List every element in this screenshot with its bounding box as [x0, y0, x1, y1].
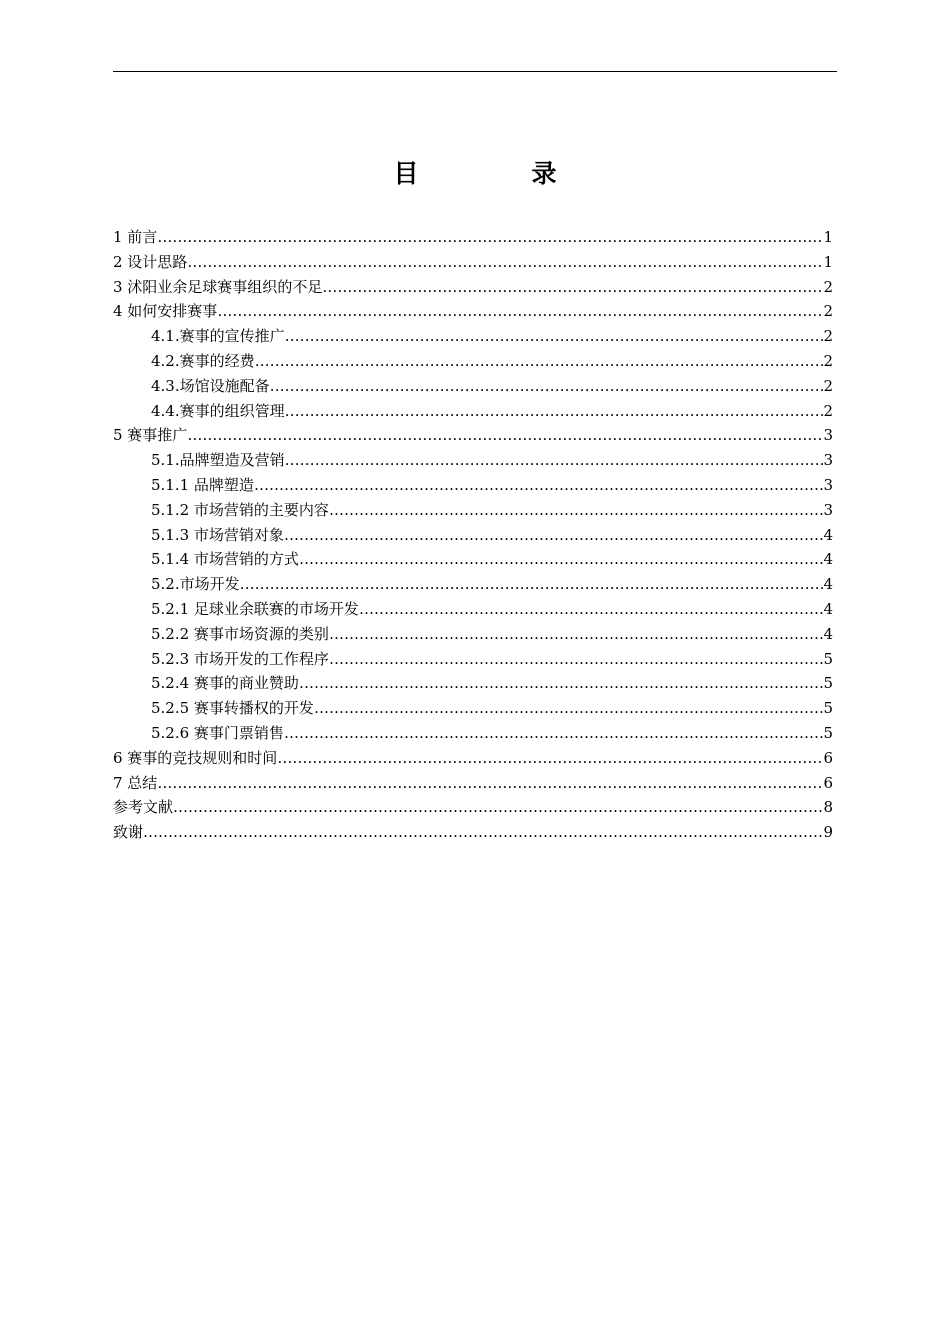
toc-page-number: 8 — [823, 798, 833, 817]
toc-page-number: 2 — [823, 277, 833, 296]
toc-entry-text: 5.1.1 品牌塑造 — [151, 475, 254, 494]
toc-entry-text: 5.2.6 赛事门票销售 — [151, 723, 284, 742]
toc-leader-dots — [285, 448, 824, 473]
toc-page-number: 4 — [823, 525, 833, 544]
toc-leader-dots — [254, 473, 824, 498]
toc-leader-dots — [157, 771, 823, 796]
toc-entry-text: 5.2.1 足球业余联赛的市场开发 — [151, 599, 359, 618]
toc-entry-text: 1 前言 — [113, 228, 158, 246]
toc-entry-text: 4 如何安排赛事 — [113, 302, 218, 321]
toc-entry[interactable] — [113, 647, 833, 672]
toc-entry[interactable] — [113, 795, 833, 820]
toc-page-number: 2 — [823, 376, 833, 395]
toc-entry[interactable] — [113, 275, 833, 300]
toc-leader-dots — [284, 523, 824, 548]
toc-entry-text: 5 赛事推广 — [113, 426, 188, 445]
toc-page-number: 5 — [823, 723, 833, 742]
toc-leader-dots — [285, 399, 824, 424]
toc-leader-dots — [157, 225, 823, 250]
toc-page-number: 4 — [823, 550, 833, 569]
toc-entry[interactable] — [113, 696, 833, 721]
toc-entry-text: 2 设计思路 — [113, 252, 188, 271]
toc-entry-text: 5.2.5 赛事转播权的开发 — [151, 699, 314, 718]
toc-leader-dots — [299, 671, 824, 696]
toc-entry-text: 4.1.赛事的宣传推广 — [151, 327, 285, 346]
toc-leader-dots — [240, 572, 824, 597]
toc-page-number: 3 — [823, 500, 833, 519]
toc-entry[interactable] — [113, 374, 833, 399]
toc-entry[interactable] — [113, 299, 833, 324]
toc-entry[interactable] — [113, 399, 833, 424]
toc-entry-text: 5.1.品牌塑造及营销 — [151, 451, 285, 470]
toc-page-number: 2 — [823, 327, 833, 346]
toc-page-number: 5 — [823, 674, 833, 693]
toc-leader-dots — [270, 374, 824, 399]
toc-entry-text: 4.2.赛事的经费 — [151, 351, 255, 370]
toc-entry[interactable] — [113, 746, 833, 771]
toc-leader-dots — [285, 324, 824, 349]
toc-leader-dots — [284, 721, 824, 746]
toc-leader-dots — [187, 423, 823, 448]
toc-entry-text: 4.4.赛事的组织管理 — [151, 401, 285, 420]
toc-leader-dots — [217, 299, 823, 324]
toc-page-number: 5 — [823, 699, 833, 718]
toc-entry[interactable] — [113, 423, 833, 448]
toc-entry-text: 5.1.4 市场营销的方式 — [151, 550, 299, 569]
toc-page-number: 6 — [823, 748, 833, 767]
toc-entry[interactable] — [113, 448, 833, 473]
toc-entry-text: 5.1.3 市场营销对象 — [151, 525, 284, 544]
toc-page-number: 9 — [823, 823, 833, 842]
toc-entry[interactable] — [113, 473, 833, 498]
toc-page-number: 3 — [823, 475, 833, 494]
toc-page-number: 1 — [823, 228, 833, 246]
toc-entry[interactable] — [113, 250, 833, 275]
toc-page-number: 6 — [823, 773, 833, 792]
toc-page-number: 2 — [823, 401, 833, 420]
toc-leader-dots — [329, 622, 824, 647]
toc-entry[interactable] — [113, 349, 833, 374]
toc-leader-dots — [187, 250, 823, 275]
toc-leader-dots — [143, 820, 823, 845]
toc-entry[interactable] — [113, 771, 833, 796]
toc-entry[interactable] — [113, 498, 833, 523]
toc-leader-dots — [173, 795, 823, 820]
toc-entry-text: 4.3.场馆设施配备 — [151, 376, 270, 395]
toc-entry-text: 6 赛事的竞技规则和时间 — [113, 748, 278, 767]
toc-leader-dots — [322, 275, 823, 300]
toc-leader-dots — [299, 547, 824, 572]
header-rule — [113, 71, 837, 72]
toc-title: 目 录 — [393, 159, 601, 188]
toc-leader-dots — [329, 498, 824, 523]
toc-leader-dots — [314, 696, 824, 721]
toc-entry-text: 5.1.2 市场营销的主要内容 — [151, 500, 329, 519]
toc-leader-dots — [277, 746, 823, 771]
toc-page-number: 5 — [823, 649, 833, 668]
toc-page-number: 3 — [823, 451, 833, 470]
toc-page-number: 2 — [823, 351, 833, 370]
toc-page-number: 4 — [823, 575, 833, 594]
toc-page-number: 2 — [823, 302, 833, 321]
toc-entry-text: 5.2.市场开发 — [151, 575, 240, 594]
toc-page-number: 3 — [823, 426, 833, 445]
toc-entry-text: 5.2.4 赛事的商业赞助 — [151, 674, 299, 693]
toc-entry[interactable] — [113, 820, 833, 845]
toc-entry[interactable] — [113, 597, 833, 622]
toc-entry[interactable] — [113, 324, 833, 349]
toc-entry[interactable] — [113, 225, 833, 250]
toc-page-number: 4 — [823, 624, 833, 643]
toc-leader-dots — [255, 349, 824, 374]
toc-leader-dots — [329, 647, 824, 672]
toc-page-number: 4 — [823, 599, 833, 618]
toc-entry[interactable] — [113, 671, 833, 696]
toc-list — [113, 225, 833, 845]
toc-entry-text: 致谢 — [113, 823, 144, 842]
toc-entry-text: 3 沭阳业余足球赛事组织的不足 — [113, 277, 323, 296]
toc-entry[interactable] — [113, 622, 833, 647]
toc-entry-text: 5.2.3 市场开发的工作程序 — [151, 649, 329, 668]
toc-entry[interactable] — [113, 523, 833, 548]
toc-entry[interactable] — [113, 547, 833, 572]
toc-page-number: 1 — [823, 252, 833, 271]
toc-entry[interactable] — [113, 572, 833, 597]
toc-entry-text: 5.2.2 赛事市场资源的类别 — [151, 624, 329, 643]
toc-entry[interactable] — [113, 721, 833, 746]
toc-entry-text: 参考文献 — [113, 798, 174, 817]
toc-entry-text: 7 总结 — [113, 773, 158, 792]
toc-leader-dots — [359, 597, 824, 622]
